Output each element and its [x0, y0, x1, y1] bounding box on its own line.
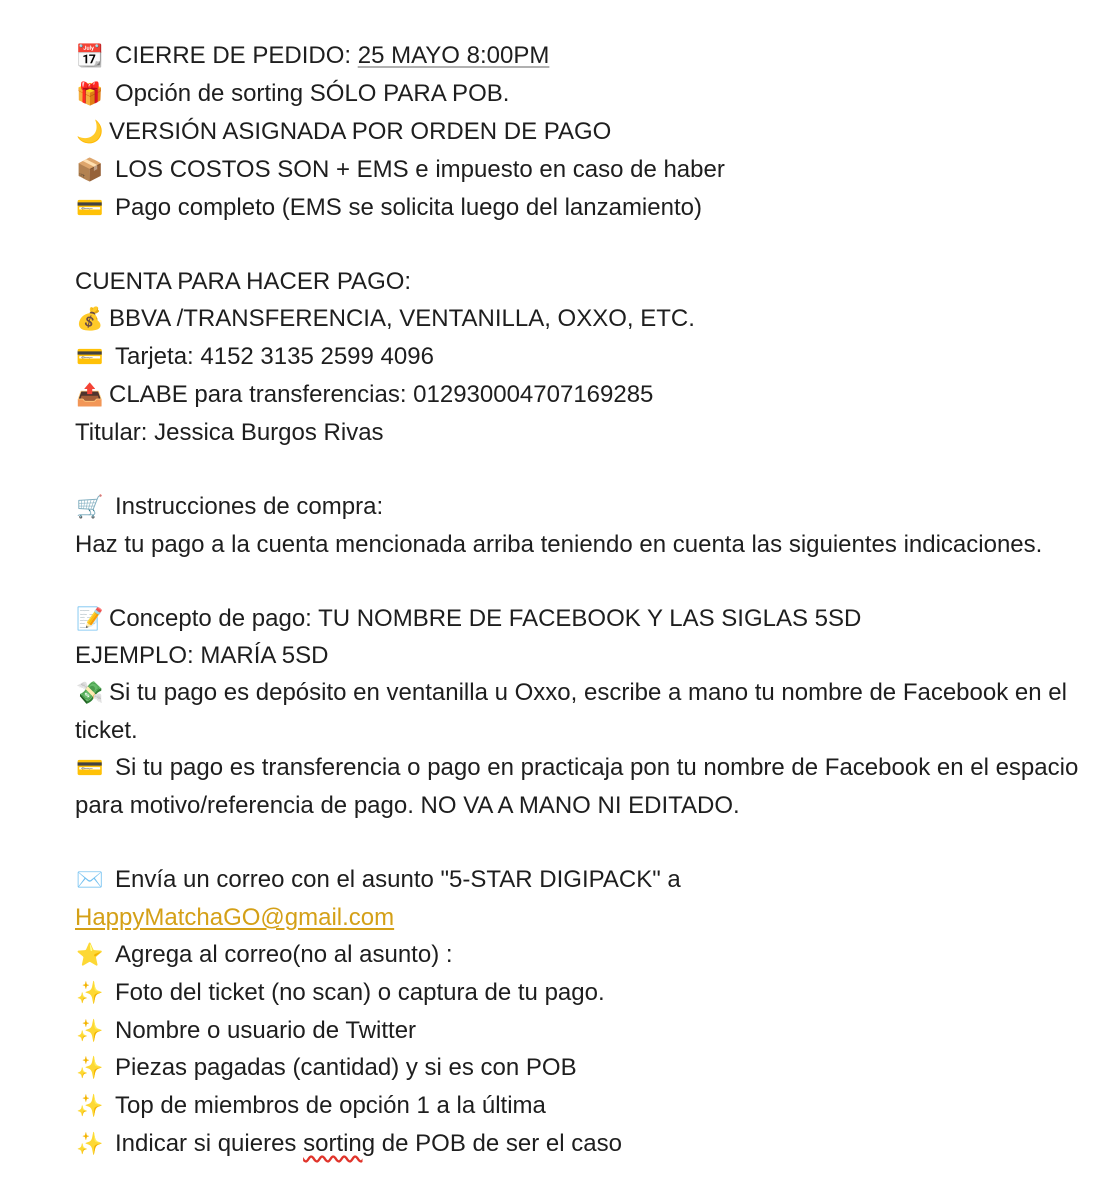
costs-text: LOS COSTOS SON + EMS e impuesto en caso de haber [115, 155, 725, 183]
credit-card-icon: 💳 [76, 345, 104, 371]
closing-label: CIERRE DE PEDIDO: [115, 42, 358, 69]
outbox-icon: 📤 [76, 383, 104, 409]
list-item-text: Nombre o usuario de Twitter [115, 1016, 417, 1044]
bank-line [75, 301, 1095, 339]
list-item [75, 1050, 1095, 1088]
concept-text: Concepto de pago: TU NOMBRE DE FACEBOOK Y LAS SIGLAS 5SD [109, 604, 862, 632]
shopping-cart-icon: 🛒 [76, 494, 104, 520]
transfer-line [75, 750, 1095, 825]
add-to-email-line [75, 937, 1095, 975]
costs-line [75, 152, 1095, 190]
list-item [75, 1088, 1095, 1126]
deposit-text: Si tu pago es depósito en ventanilla u Oxxo, escribe a mano tu nombre de Facebook en el ticket. [75, 679, 1067, 745]
list-item [75, 1126, 1095, 1164]
send-email-text: Envía un correo con el asunto "5-STAR DIGIPACK" a [115, 865, 681, 893]
account-heading: CUENTA PARA HACER PAGO: [75, 268, 412, 296]
list-item [75, 975, 1095, 1013]
credit-card-icon: 💳 [76, 195, 104, 221]
card-line [75, 339, 1095, 377]
note-document [75, 38, 1095, 1164]
closing-date-line [75, 38, 1095, 76]
sparkles-icon: ✨ [76, 1094, 104, 1120]
bank-text: BBVA /TRANSFERENCIA, VENTANILLA, OXXO, ETC. [109, 305, 695, 333]
version-text: VERSIÓN ASIGNADA POR ORDEN DE PAGO [109, 117, 612, 145]
clabe-text: CLABE para transferencias: 012930004707169285 [109, 381, 654, 409]
spacer [75, 825, 1095, 862]
list-item-text: de POB de ser el caso [375, 1130, 622, 1158]
sparkles-icon: ✨ [76, 1056, 104, 1082]
sparkles-icon: ✨ [76, 980, 104, 1006]
star-icon: ⭐ [76, 942, 104, 968]
sorting-text: Opción de sorting SÓLO PARA POB. [115, 79, 510, 107]
email-line [75, 900, 1095, 937]
card-text: Tarjeta: 4152 3135 2599 4096 [115, 343, 434, 371]
concept-line [75, 601, 1095, 639]
envelope-icon: ✉️ [76, 867, 104, 893]
deposit-line [75, 675, 1095, 750]
misspelled-word: sorting [303, 1130, 376, 1158]
spacer [75, 228, 1095, 265]
gift-icon: 🎁 [76, 81, 104, 107]
memo-icon: 📝 [76, 606, 104, 632]
version-line [75, 114, 1095, 152]
instructions-heading: Instrucciones de compra: [115, 492, 384, 520]
example-line: EJEMPLO: MARÍA 5SD [75, 642, 329, 670]
payment-text: Pago completo (EMS se solicita luego del lanzamiento) [115, 193, 702, 221]
calendar-icon: 📆 [76, 44, 104, 69]
payment-line [75, 190, 1095, 228]
instructions-heading-line [75, 489, 1095, 527]
list-item-text: Piezas pagadas (cantidad) y si es con POB [115, 1054, 577, 1082]
moon-icon: 🌙 [76, 119, 104, 145]
spacer [75, 564, 1095, 601]
money-with-wings-icon: 💸 [76, 681, 104, 707]
transfer-text: Si tu pago es transferencia o pago en practicaja pon tu nombre de Facebook en el espacio para motivo/referencia de pago. NO VA A MANO NI EDITADO. [75, 754, 1079, 820]
sorting-line [75, 76, 1095, 114]
closing-date: 25 MAYO 8:00PM [357, 42, 550, 69]
package-icon: 📦 [76, 157, 104, 183]
sparkles-icon: ✨ [76, 1132, 104, 1158]
money-bag-icon: 💰 [76, 307, 104, 333]
holder-line: Titular: Jessica Burgos Rivas [75, 419, 384, 447]
instructions-body: Haz tu pago a la cuenta mencionada arriba teniendo en cuenta las siguientes indicaciones. [75, 530, 1043, 558]
clabe-line [75, 377, 1095, 415]
add-to-email-text: Agrega al correo(no al asunto) : [115, 940, 453, 968]
list-item-text: Indicar si quieres [115, 1130, 304, 1158]
list-item-text: Foto del ticket (no scan) o captura de tu pago. [115, 978, 605, 1006]
spacer [75, 452, 1095, 489]
list-item [75, 1013, 1095, 1051]
email-link[interactable]: HappyMatchaGO@gmail.com [75, 903, 395, 931]
credit-card-icon: 💳 [76, 756, 104, 782]
list-item-text: Top de miembros de opción 1 a la última [115, 1092, 546, 1120]
send-email-line [75, 862, 1095, 900]
sparkles-icon: ✨ [76, 1018, 104, 1044]
